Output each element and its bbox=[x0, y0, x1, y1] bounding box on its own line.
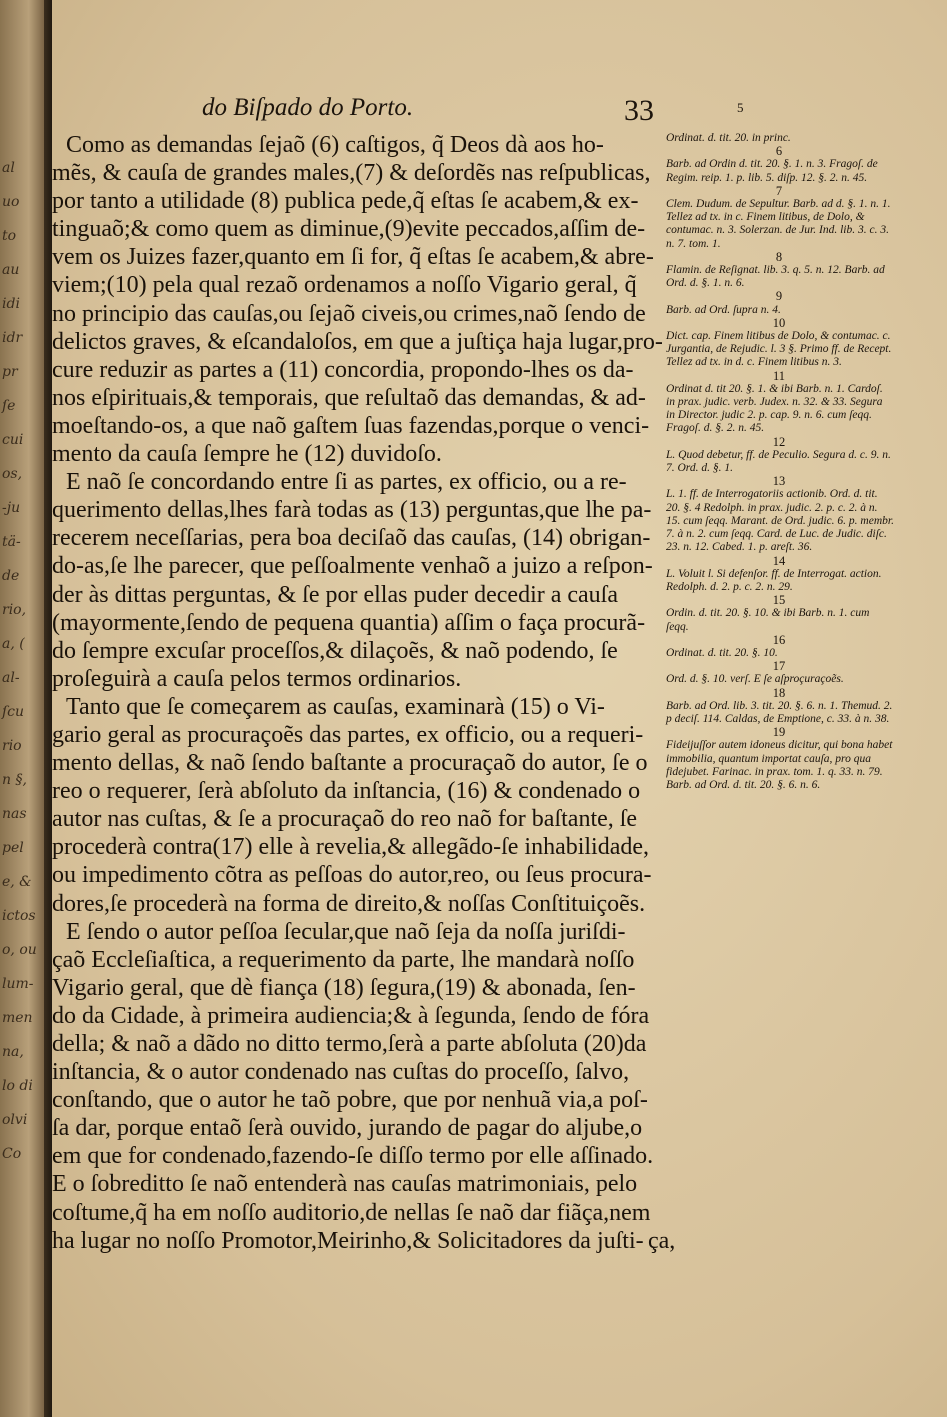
text-line: reo o requerer, ſerà abſoluto da inſtancia, (16) & condenado o bbox=[52, 778, 641, 805]
text-line: moeſtando-os, a que naõ gaſtem ſuas fazendas,porque o venci- bbox=[52, 412, 650, 439]
note-number: 16 bbox=[772, 632, 786, 647]
marginal-note bbox=[664, 555, 894, 595]
marginal-note bbox=[664, 185, 894, 251]
facing-text-fragment: pr bbox=[2, 364, 18, 380]
text-line: por tanto a utilidade (8) publica pede,q̃ eſtas ſe acabem,& ex- bbox=[52, 188, 639, 215]
text-line: em que for condenado,fazendo-ſe diſſo termo por elle aſſinado. bbox=[52, 1143, 654, 1170]
facing-text-fragment: na, bbox=[2, 1044, 24, 1060]
note-text: Ordinat. d. tit. 20. §. 10. bbox=[666, 646, 778, 659]
text-line: do da Cidade, à primeira audiencia;& à ſegunda, ſendo de fóra bbox=[52, 1002, 650, 1029]
text-line: (mayormente,ſendo de pequena quantia) aſſim o faça procurã- bbox=[52, 609, 646, 636]
facing-text-fragment: e, & bbox=[2, 874, 32, 890]
facing-text-fragment: lum- bbox=[2, 976, 34, 992]
text-line: procederà contra(17) elle à revelia,& allegãdo-ſe inhabilidade, bbox=[52, 834, 650, 861]
facing-text-fragment: lo di bbox=[2, 1078, 33, 1094]
facing-text-fragment: ſcu bbox=[2, 704, 25, 720]
facing-text-fragment: idr bbox=[2, 330, 23, 346]
facing-text-fragment: -ju bbox=[2, 500, 21, 516]
facing-text-fragment: de bbox=[2, 568, 20, 584]
note-number: 7 bbox=[775, 183, 783, 198]
facing-text-fragment: to bbox=[2, 228, 17, 244]
facing-text-fragment: pel bbox=[2, 840, 24, 856]
marginal-notes-column bbox=[664, 132, 894, 792]
marginal-note bbox=[664, 594, 894, 634]
facing-text-fragment: ictos bbox=[2, 908, 36, 924]
facing-page-edge bbox=[0, 0, 48, 1417]
marginal-note bbox=[664, 436, 894, 476]
text-line: ſa dar, porque entaõ ſerà ouvido, jurando de pagar do aljube,o bbox=[52, 1115, 643, 1142]
facing-text-fragment: a, ( bbox=[2, 636, 25, 652]
marginal-note bbox=[664, 687, 894, 727]
text-line: gario geral as procuraçoẽs das partes, ex officio, ou a requeri- bbox=[52, 721, 644, 748]
text-line: della; & naõ a dãdo no ditto termo,ſerà a parte abſoluta (20)da bbox=[52, 1031, 647, 1057]
text-line: vem os Juizes fazer,quanto em ſi for, q̃ eſtas ſe acabem,& abre- bbox=[52, 244, 654, 271]
text-line: cure reduzir as partes a (11) concordia, propondo-lhes os da- bbox=[52, 356, 634, 383]
note-text: Ord. d. §. 10. verſ. E ſe aſproçuraçoẽs. bbox=[666, 673, 844, 686]
note-text: L. 1. ff. de Interrogatoriis actionib. Ord. d. tit. 20. §. 4 Redolph. in prax. judic. 2. p. c. 2. à n. 15. cum ſeqq. Marant. de Ord. judic. 6. p. membr. 7. à n. 2. cum ſeqq. Card. de Luc. de Judic. diſc. 23. n. 12. Cabed. 1. p. areſt. 36. bbox=[666, 488, 894, 554]
running-header bbox=[202, 94, 762, 134]
text-line: viem;(10) pela qual rezaõ ordenamos a noſſo Vigario geral, q̃ bbox=[52, 272, 637, 299]
note-number: 18 bbox=[772, 685, 786, 700]
marginal-note bbox=[664, 475, 894, 554]
book-page bbox=[52, 0, 947, 1417]
note-text: Fideijuſſor autem idoneus dicitur, qui bona habet immobilia, quantum importat cauſa, pro qua fidejubet. Farinac. in prax. tom. 1. q. 33. n. 79. Barb. ad Ord. d. tit. 20. §. 6. n. 6. bbox=[666, 739, 893, 791]
text-line: recerem neceſſarias, pera boa deciſaõ das cauſas, (14) obrigan- bbox=[52, 525, 651, 552]
marginal-note bbox=[664, 660, 894, 686]
text-line: no principio das cauſas,ou ſejaõ civeis,ou crimes,naõ ſendo de bbox=[52, 300, 646, 327]
note-text: Barb. ad Ord. lib. 3. tit. 20. §. 6. n. 1. Themud. 2. p deciſ. 114. Caldas, de Emptione, c. 33. à n. 38. bbox=[666, 699, 893, 725]
facing-text-fragment: rio bbox=[2, 738, 22, 754]
note-number: 11 bbox=[772, 368, 786, 383]
text-line: E naõ ſe concordando entre ſi as partes, ex officio, ou a re- bbox=[66, 469, 627, 496]
note-text: Dict. cap. Finem litibus de Dolo, & contumac. c. Jurgantia, de Rejudic. l. 3 §. Primo ff. de Recept. Tellez ad tx. in d. c. Finem litibus n. 3. bbox=[666, 330, 892, 369]
page-number: 33 bbox=[624, 94, 654, 127]
running-title: do Biſpado do Porto. bbox=[202, 94, 414, 121]
facing-text-fragment: os, bbox=[2, 466, 23, 482]
note-number: 15 bbox=[772, 593, 786, 608]
text-line: ha lugar no noſſo Promotor,Meirinho,& Solicitadores da juſti- bbox=[52, 1227, 644, 1254]
facing-text-fragment: n §, bbox=[2, 772, 27, 788]
text-line: do-as,ſe lhe parecer, que peſſoalmente venhaõ a juizo a reſpon- bbox=[52, 553, 653, 580]
note-number: 17 bbox=[772, 659, 786, 674]
text-line: autor nas cuſtas, & ſe a procuraçaõ do reo naõ for baſtante, ſe bbox=[52, 806, 638, 833]
note-number: 10 bbox=[772, 315, 786, 330]
text-line: do ſempre excuſar proceſſos,& dilaçoẽs, & naõ podendo, ſe bbox=[52, 637, 618, 664]
marginal-note bbox=[664, 370, 894, 436]
catchword: ça, bbox=[648, 1228, 676, 1254]
note-text: L. Quod debetur, ff. de Peculio. Segura d. c. 9. n. 7. Ord. d. §. 1. bbox=[666, 448, 891, 475]
main-text-column bbox=[52, 131, 667, 1255]
note-number: 13 bbox=[772, 474, 786, 489]
text-line: conſtando, que o autor he taõ pobre, que por nenhuã via,a poſ- bbox=[52, 1087, 648, 1114]
marginal-note bbox=[664, 726, 894, 792]
note-number: 14 bbox=[772, 553, 786, 568]
marginal-note bbox=[664, 290, 894, 316]
marginal-note bbox=[664, 634, 894, 660]
facing-text-fragment: o, ou bbox=[2, 942, 37, 958]
facing-text-fragment: idi bbox=[2, 296, 20, 312]
marginal-note bbox=[664, 145, 894, 185]
note-text: Barb. ad Ord. ſupra n. 4. bbox=[666, 303, 781, 316]
note-text: Clem. Dudum. de Sepultur. Barb. ad d. §. 1. n. 1. Tellez ad tx. in c. Finem litibus, de Dolo, & contumac. n. 3. Solerzan. de Jur. Ind. lib. 3. c. 3. n. 7. tom. 1. bbox=[666, 198, 891, 250]
text-line: mento dellas, & naõ ſendo baſtante a procuraçaõ do autor, ſe o bbox=[52, 750, 648, 777]
note-number: 6 bbox=[775, 144, 783, 159]
text-line: der às dittas perguntas, & ſe por ellas puder decedir a cauſa bbox=[52, 581, 619, 608]
note-text: Barb. ad Ordin d. tit. 20. §. 1. n. 3. Fragoſ. de Regim. reip. 1. p. lib. 5. diſp. 12. §. 2. n. 45. bbox=[666, 158, 878, 184]
text-line: Vigario geral, que dè fiança (18) ſegura,(19) & abonada, ſen- bbox=[52, 974, 636, 1001]
facing-text-fragment: Co bbox=[2, 1146, 22, 1162]
note-number: 9 bbox=[775, 289, 783, 304]
facing-text-fragment: tä- bbox=[2, 534, 21, 550]
marginal-note bbox=[664, 251, 894, 291]
text-line: querimento dellas,lhes farà todas as (13) perguntas,que lhe pa- bbox=[52, 497, 652, 524]
note-text: Ordin. d. tit. 20. §. 10. & ibi Barb. n. 1. cum ſeqq. bbox=[666, 607, 870, 633]
text-line: coſtume,q̃ ha em noſſo auditorio,de nellas ſe naõ dar fiãça,nem bbox=[52, 1199, 651, 1226]
text-line: E ſendo o autor peſſoa ſecular,que naõ ſeja da noſſa juriſdi- bbox=[66, 918, 626, 945]
note-text: L. Voluit l. Si defenſor. ff. de Interrogat. action. Redolph. d. 2. p. c. 2. n. 29. bbox=[666, 567, 882, 593]
facing-text-fragment: nas bbox=[2, 806, 27, 822]
facing-text-fragment: ſe bbox=[2, 398, 16, 414]
facing-text-fragment: cui bbox=[2, 432, 24, 448]
facing-text-fragment: rio, bbox=[2, 602, 27, 618]
signature-mark: 5 bbox=[737, 100, 744, 115]
note-text: Ordinat. d. tit. 20. in princ. bbox=[666, 132, 791, 144]
text-line: proſeguirà a cauſa pelos termos ordinarios. bbox=[52, 665, 462, 692]
note-number: 19 bbox=[772, 725, 786, 740]
text-line: Tanto que ſe começarem as cauſas, examinarà (15) o Vi- bbox=[66, 693, 605, 720]
text-line: dores,ſe procederà na forma de direito,& noſſas Conſtituiçoẽs. bbox=[52, 890, 646, 917]
marginal-note bbox=[664, 317, 894, 370]
text-line: ou impedimento cõtra as peſſoas do autor,reo, ou ſeus procura- bbox=[52, 862, 652, 889]
text-line: çaõ Eccleſiaſtica, a requerimento da parte, lhe mandarà noſſo bbox=[52, 946, 635, 973]
text-line: tinguaõ;& como quem as diminue,(9)evite peccados,aſſim de- bbox=[52, 216, 646, 243]
facing-text-fragment: al bbox=[2, 160, 15, 176]
note-text: Flamin. de Reſignat. lib. 3. q. 5. n. 12. Barb. ad Ord. d. §. 1. n. 6. bbox=[666, 264, 885, 290]
text-line: inſtancia, & o autor condenado nas cuſtas do proceſſo, ſalvo, bbox=[52, 1059, 630, 1086]
note-text: Ordinat d. tit 20. §. 1. & ibi Barb. n. 1. Cardoſ. in prax. judic. verb. Judex. n. 32. & 33. Segura in Director. judic 2. p. cap. 9. n. 6. cum ſeqq. Fragoſ. d. §. 2. n. 45. bbox=[666, 382, 883, 435]
text-line: nos eſpirituais,& temporais, que reſultaõ das demandas, & ad- bbox=[52, 384, 646, 411]
facing-text-fragment: olvi bbox=[2, 1112, 28, 1128]
facing-text-fragment: uo bbox=[2, 194, 20, 210]
text-line: E o ſobreditto ſe naõ entenderà nas cauſas matrimoniais, pelo bbox=[52, 1171, 638, 1198]
note-number: 8 bbox=[775, 249, 783, 264]
text-line: delictos graves, & eſcandaloſos, em que a juſtiça haja lugar,pro- bbox=[52, 328, 663, 355]
text-line: mento da cauſa ſempre he (12) duvidoſo. bbox=[52, 441, 442, 468]
note-number: 12 bbox=[772, 434, 786, 449]
text-line: Como as demandas ſejaõ (6) caſtigos, q̃ Deos dà aos ho- bbox=[66, 132, 604, 158]
text-line: mẽs, & cauſa de grandes males,(7) & deſordẽs nas reſpublicas, bbox=[52, 160, 651, 187]
facing-text-fragment: men bbox=[2, 1010, 33, 1026]
facing-text-fragment: al- bbox=[2, 670, 20, 686]
facing-text-fragment: au bbox=[2, 262, 20, 278]
